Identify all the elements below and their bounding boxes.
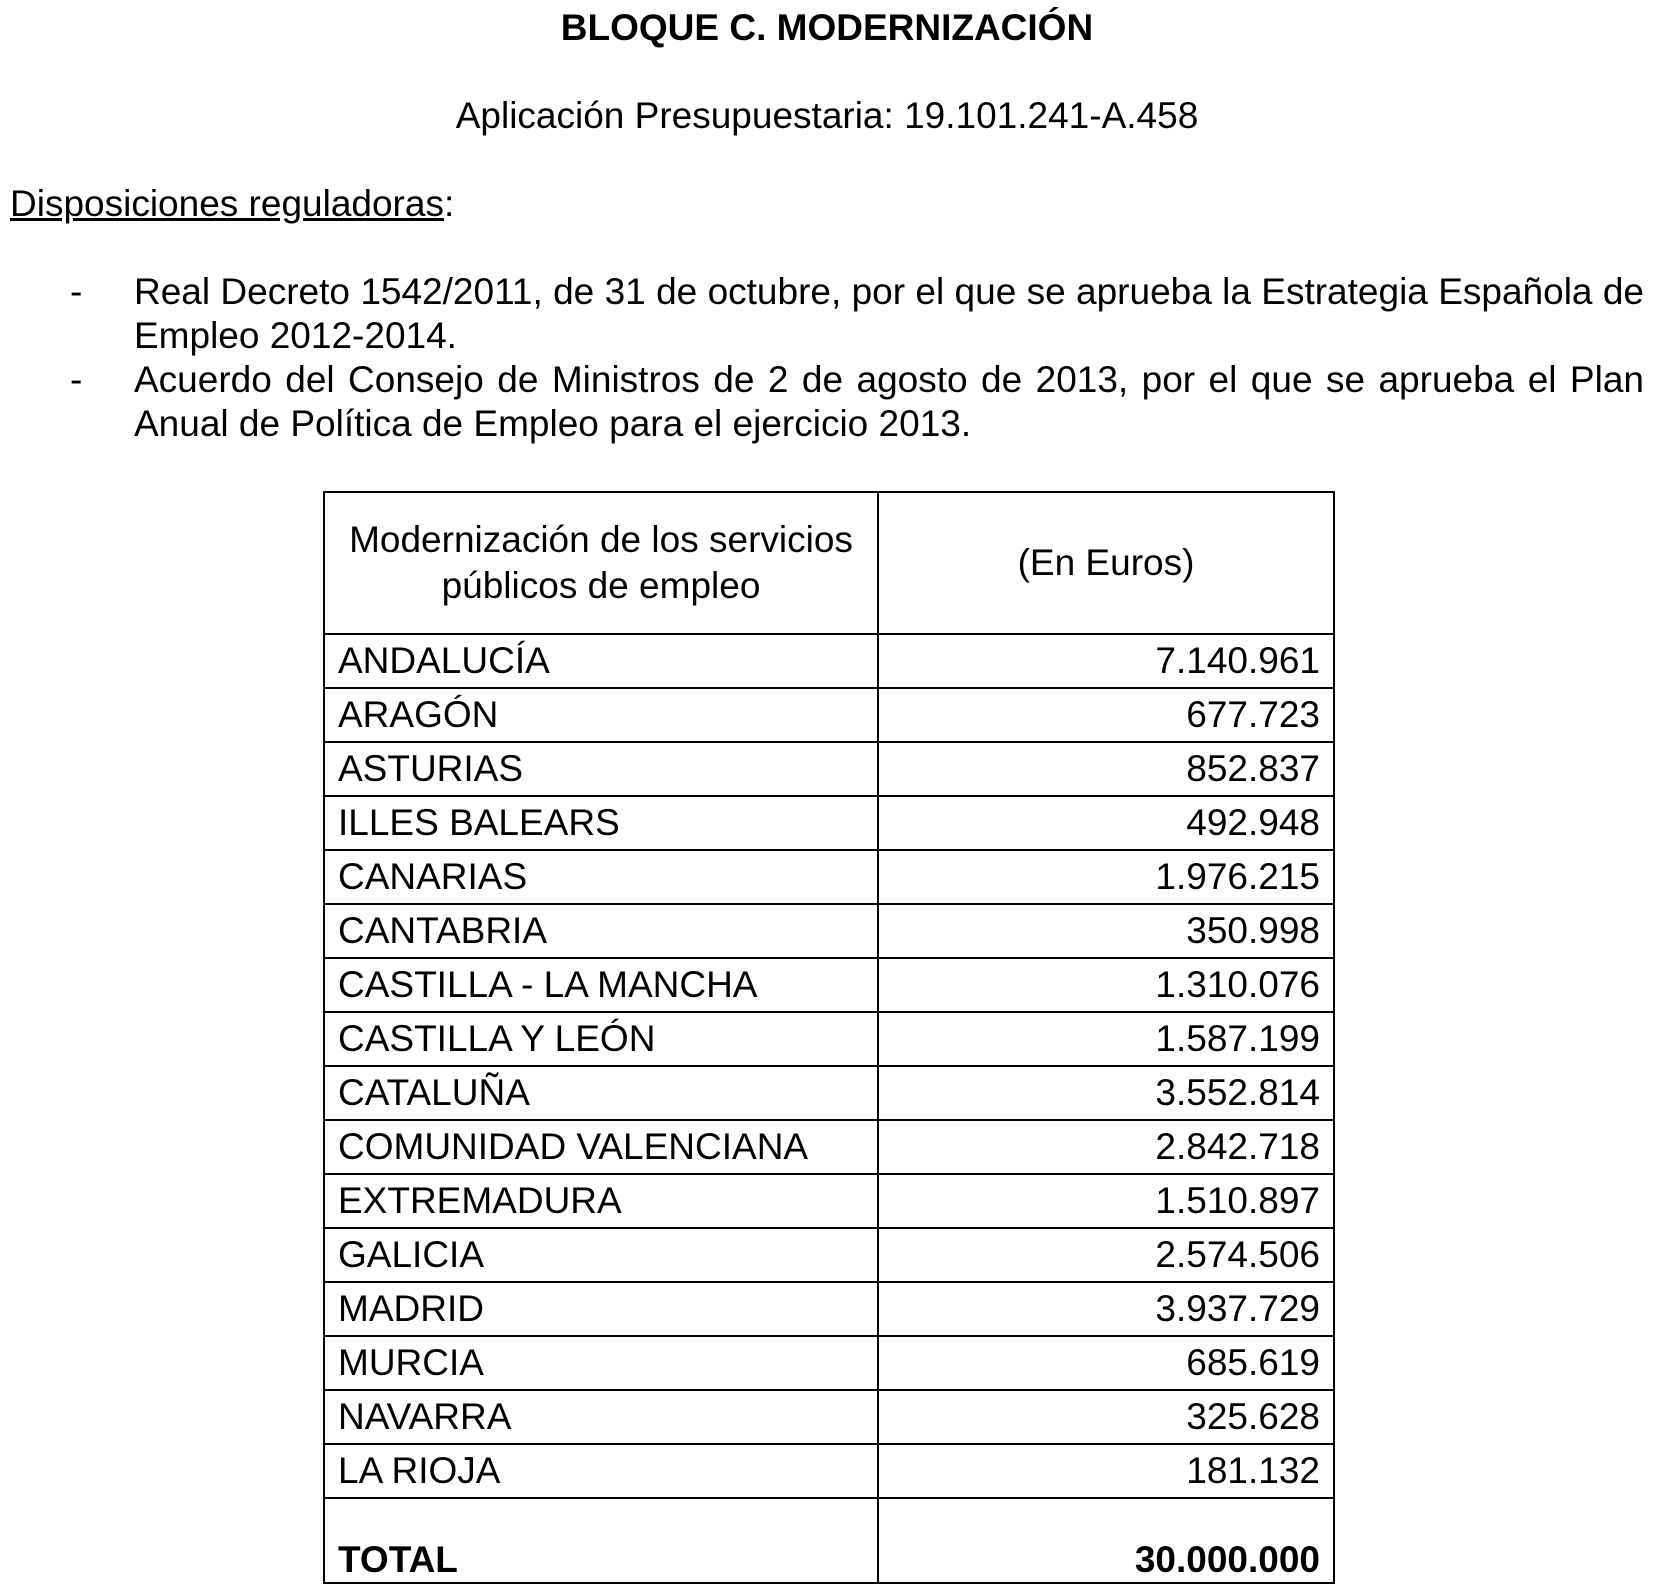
list-dash: - [70, 271, 83, 312]
region-cell: ARAGÓN [324, 688, 878, 742]
column-header-region: Modernización de los servicios públicos de empleo [324, 492, 878, 634]
region-cell: CASTILLA - LA MANCHA [324, 958, 878, 1012]
provisions-list [0, 270, 1654, 446]
provision-item [0, 358, 1644, 446]
table-row [324, 850, 1334, 904]
table-row [324, 1390, 1334, 1444]
region-cell: NAVARRA [324, 1390, 878, 1444]
budget-table [323, 491, 1335, 1584]
table-row [324, 1282, 1334, 1336]
amount-cell: 350.998 [878, 904, 1334, 958]
table-row [324, 796, 1334, 850]
amount-cell: 3.552.814 [878, 1066, 1334, 1120]
amount-cell: 325.628 [878, 1390, 1334, 1444]
table-row [324, 1336, 1334, 1390]
amount-cell: 181.132 [878, 1444, 1334, 1498]
total-label: TOTAL [324, 1498, 878, 1583]
amount-cell: 492.948 [878, 796, 1334, 850]
table-header-row [324, 492, 1334, 634]
region-cell: MURCIA [324, 1336, 878, 1390]
table-row [324, 634, 1334, 688]
provision-text: Real Decreto 1542/2011, de 31 de octubre, por el que se aprueba la Estrategia Española de Empleo 2012-2014. [134, 271, 1644, 356]
provision-item [0, 270, 1644, 358]
table-row [324, 1012, 1334, 1066]
amount-cell: 685.619 [878, 1336, 1334, 1390]
region-cell: CANTABRIA [324, 904, 878, 958]
amount-cell: 2.842.718 [878, 1120, 1334, 1174]
amount-cell: 7.140.961 [878, 634, 1334, 688]
amount-cell: 1.310.076 [878, 958, 1334, 1012]
provisions-heading [10, 182, 454, 226]
region-cell: LA RIOJA [324, 1444, 878, 1498]
table-row [324, 1120, 1334, 1174]
budget-application-line: Aplicación Presupuestaria: 19.101.241-A.458 [455, 95, 1199, 136]
amount-cell: 1.510.897 [878, 1174, 1334, 1228]
region-cell: GALICIA [324, 1228, 878, 1282]
provision-text: Acuerdo del Consejo de Ministros de 2 de agosto de 2013, por el que se aprueba el Plan Anual de Política de Empleo para el ejercicio 2013. [134, 359, 1644, 444]
table-row [324, 958, 1334, 1012]
region-cell: ASTURIAS [324, 742, 878, 796]
amount-cell: 3.937.729 [878, 1282, 1334, 1336]
provisions-heading-text: Disposiciones reguladoras [10, 183, 444, 224]
table-row [324, 688, 1334, 742]
table-row [324, 904, 1334, 958]
table-row [324, 742, 1334, 796]
table-row [324, 1066, 1334, 1120]
region-cell: ANDALUCÍA [324, 634, 878, 688]
table-row [324, 1444, 1334, 1498]
table-row [324, 1174, 1334, 1228]
region-cell: COMUNIDAD VALENCIANA [324, 1120, 878, 1174]
provisions-heading-colon: : [443, 183, 455, 224]
region-cell: MADRID [324, 1282, 878, 1336]
region-cell: ILLES BALEARS [324, 796, 878, 850]
total-row [324, 1498, 1334, 1583]
amount-cell: 1.587.199 [878, 1012, 1334, 1066]
table-row [324, 1228, 1334, 1282]
column-header-amount: (En Euros) [878, 492, 1334, 634]
amount-cell: 852.837 [878, 742, 1334, 796]
region-cell: EXTREMADURA [324, 1174, 878, 1228]
document-title: BLOQUE C. MODERNIZACIÓN [560, 7, 1094, 48]
total-amount: 30.000.000 [878, 1498, 1334, 1583]
amount-cell: 2.574.506 [878, 1228, 1334, 1282]
amount-cell: 1.976.215 [878, 850, 1334, 904]
amount-cell: 677.723 [878, 688, 1334, 742]
region-cell: CANARIAS [324, 850, 878, 904]
region-cell: CASTILLA Y LEÓN [324, 1012, 878, 1066]
list-dash: - [70, 359, 83, 400]
region-cell: CATALUÑA [324, 1066, 878, 1120]
